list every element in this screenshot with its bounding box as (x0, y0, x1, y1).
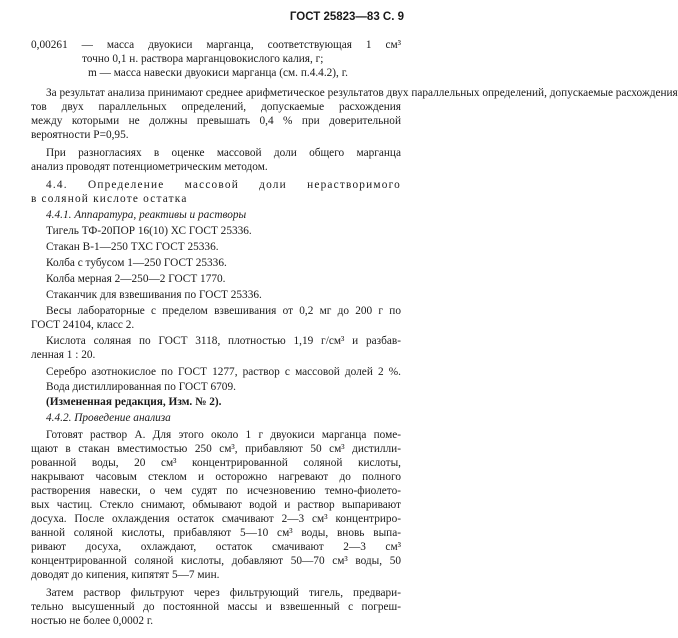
text-line: накрывают часовым стеклом и осторожно нагревают до полного (31, 471, 401, 483)
text-line: между которыми не должны превышать 0,4 % при доверительной (31, 115, 401, 127)
text-line: Тигель ТФ-20ПОР 16(10) ХС ГОСТ 25336. (46, 225, 252, 237)
page-header: ГОСТ 25823—83 С. 9 (289, 11, 404, 23)
text-line: Кислота соляная по ГОСТ 3118, плотностью 1,19 г/см³ и разбав- (46, 335, 401, 347)
text-line: растворения навески, о чем судят по исчезновению темно-фиолето- (31, 485, 401, 497)
text-line: тов двух параллельных определений, допускаемые расхождения (31, 101, 401, 113)
text-line: За результат анализа принимают среднее арифметическое результатов двух параллельных определений, допускаемые расхождения (46, 87, 678, 99)
text-line: доводят до кипения, кипятят 5—7 мин. (31, 569, 220, 581)
text-line: тельно высушенный до постоянной массы и взвешенный с погреш- (31, 601, 401, 613)
text-line: ленная 1 : 20. (31, 349, 96, 361)
text-line: точно 0,1 н. раствора марганцовокислого калия, г; (82, 53, 324, 65)
text-line: 4.4.1. Аппаратура, реактивы и растворы (46, 209, 247, 221)
text-line: Серебро азотнокислое по ГОСТ 1277, раствор с массовой долей 2 %. (46, 366, 401, 378)
text-line: Колба мерная 2—250—2 ГОСТ 1770. (46, 273, 226, 285)
text-line: досуха. После охлаждения остаток смачивают 2—3 см³ концентриро- (31, 513, 401, 525)
text-line: ГОСТ 24104, класс 2. (31, 319, 135, 331)
text-line: Колба с тубусом 1—250 ГОСТ 25336. (46, 257, 227, 269)
text-line: Стаканчик для взвешивания по ГОСТ 25336. (46, 289, 262, 301)
text-line: При разногласиях в оценке массовой доли общего марганца (46, 147, 401, 159)
text-line: 4.4. Определение массовой доли нерастворимого (46, 179, 401, 191)
text-line: Готовят раствор А. Для этого около 1 г двуокиси марганца поме- (46, 429, 401, 441)
text-line: Вода дистиллированная по ГОСТ 6709. (46, 381, 236, 393)
text-line: ривают досуха, охлаждают, остаток смачивают 2—3 см³ (31, 541, 401, 553)
text-line: ванной соляной кислоты, прибавляют 5—10 см³ воды, вновь выпа- (31, 527, 401, 539)
text-line: Затем раствор фильтруют через фильтрующий тигель, предвари- (46, 587, 401, 599)
text-line: m — масса навески двуокиси марганца (см. п.4.4.2), г. (88, 67, 348, 79)
text-line: вероятности P=0,95. (31, 129, 129, 141)
text-line: рованной воды, 20 см³ концентрированной соляной кислоты, (31, 457, 401, 469)
text-line: 4.4.2. Проведение анализа (46, 412, 171, 424)
text-line: Стакан В-1—250 ТХС ГОСТ 25336. (46, 241, 219, 253)
text-line: ностью не более 0,0002 г. (31, 615, 154, 627)
text-line: щают в стакан вместимостью 250 см³, прибавляют 50 см³ дистилли- (31, 443, 401, 455)
text-line: в соляной кислоте остатка (31, 193, 188, 205)
text-line: вых частиц. Стекло снимают, обмывают водой и раствор выпаривают (31, 499, 401, 511)
text-line: 0,00261 — масса двуокиси марганца, соответствующая 1 см³ (31, 39, 401, 51)
text-line: концентрированной соляной кислоты, добавляют 50—70 см³ воды, 50 (31, 555, 401, 567)
text-line: (Измененная редакция, Изм. № 2). (46, 396, 222, 408)
text-line: Весы лабораторные с пределом взвешивания от 0,2 мг до 200 г по (46, 305, 401, 317)
text-line: анализ проводят потенциометрическим методом. (31, 161, 268, 173)
